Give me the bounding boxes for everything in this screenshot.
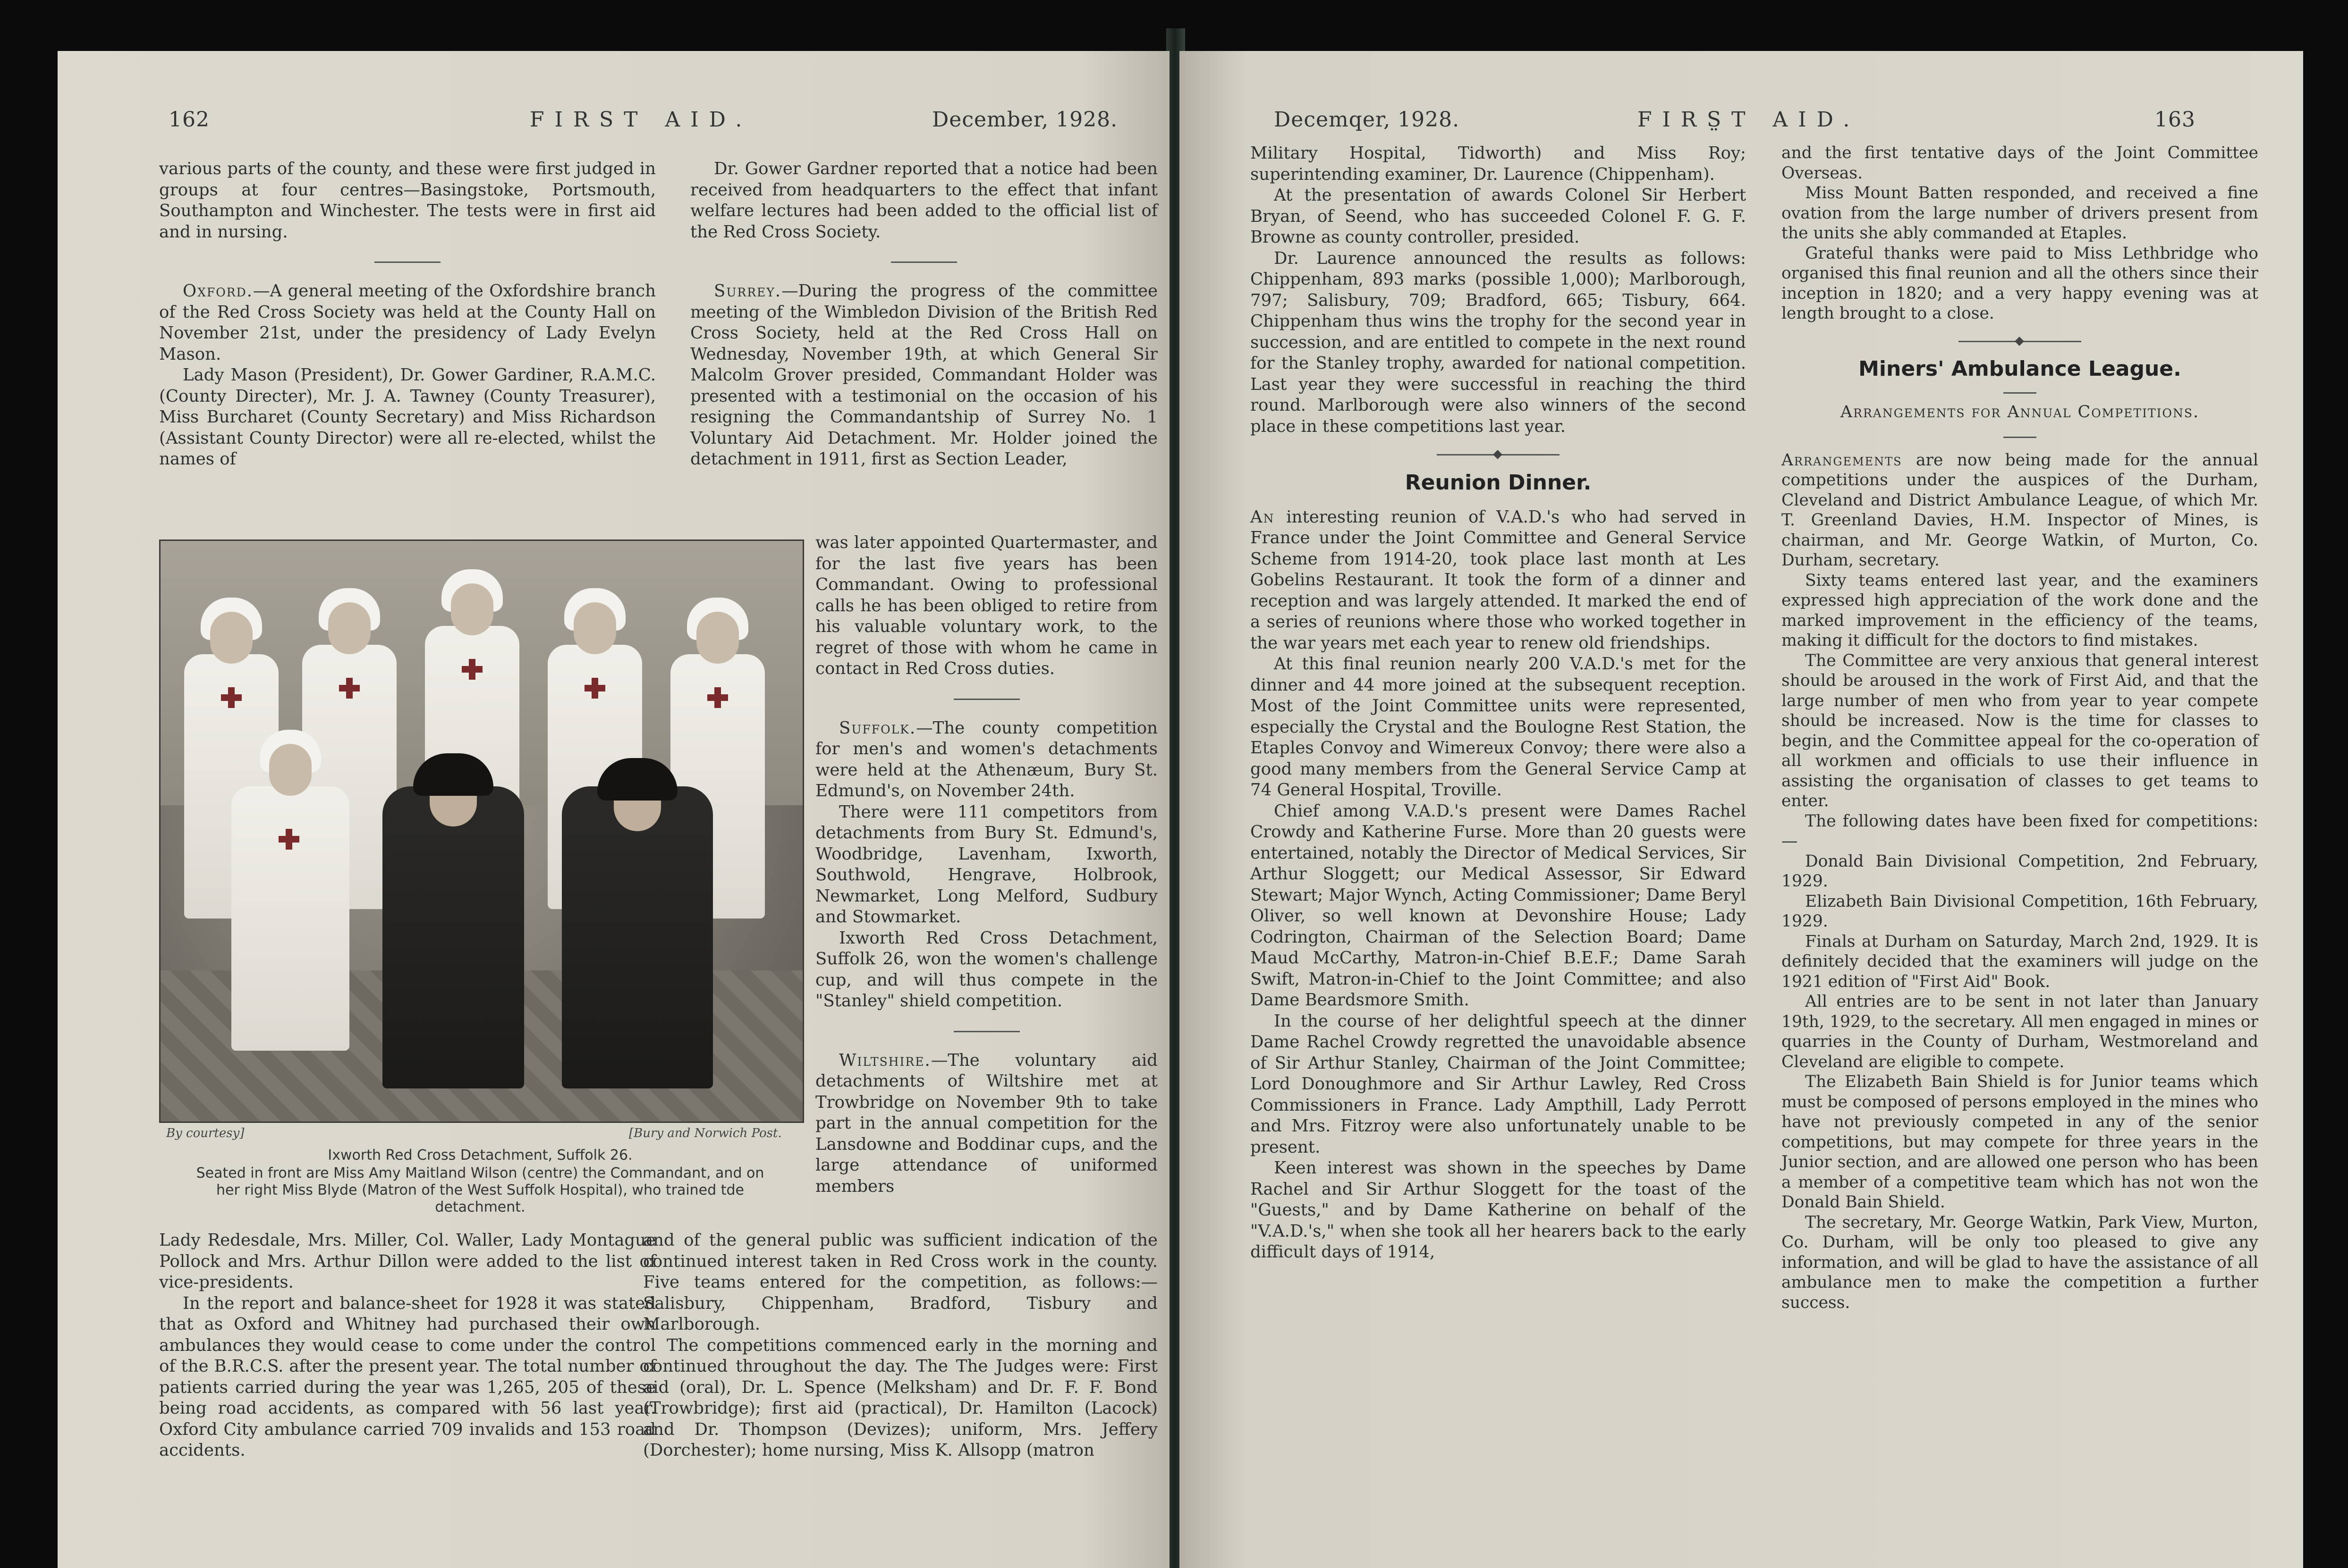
- right-column-top: [690, 159, 1158, 470]
- section-lead: Surrey.: [714, 281, 782, 301]
- ornament-divider: [1958, 341, 2081, 342]
- paragraph: Grateful thanks were paid to Miss Lethbridge who organised this final reunion and all the others since their inception in 1820; and a very happy evening was at length brought to a close.: [1781, 244, 2258, 323]
- divider: [954, 699, 1020, 700]
- paragraph: The Committee are very anxious that general interest should be aroused in the work of First Aid, and that the large number of men who from year to year compete should be increased. Now is the time for classes to begin, and the Committee appeal for the co-operation of all workmen and officials to use their influence in assisting the organisation of classes to get teams to enter.: [1781, 651, 2258, 810]
- divider: [374, 261, 441, 263]
- paragraph: and of the general public was sufficient indication of the continued interest taken in Red Cross work in the county. Five teams entered for the competition, as follows:—Salisbury, Chippenham, Bradford, Tisbury and Marlborough.: [643, 1231, 1158, 1334]
- paragraph: was later appointed Quartermaster, and for the last five years has been Commandant. Owing to professional calls he has been obliged to retire from his valuable voluntary work, to the regret of those with whom he came in contact in Red Cross duties.: [815, 533, 1158, 678]
- paragraph: Oxford.—A general meeting of the Oxfordshire branch of the Red Cross Society was held at the County Hall on November 21st, under the presidency of Lady Evelyn Mason.: [159, 281, 656, 364]
- paragraph: An interesting reunion of V.A.D.'s who had served in France under the Joint Committee and General Service Scheme from 1914-20, took place last month at Les Gobelins Restaurant. It took the form of a dinner and reception and was largely attended. It marked the end of a series of reunions where those who worked together in the war years met each year to renew old friendships.: [1250, 507, 1746, 653]
- paragraph: The secretary, Mr. George Watkin, Park View, Murton, Co. Durham, will be only too pleased to give any information, and will be glad to have the assistance of all ambulance men to make the competition a further success.: [1781, 1213, 2258, 1312]
- left-column-top: [159, 159, 656, 470]
- left-page: [58, 51, 1170, 1568]
- photo-caption-title: Ixworth Red Cross Detachment, Suffolk 26.: [328, 1147, 633, 1163]
- paragraph: Chief among V.A.D.'s present were Dames Rachel Crowdy and Katherine Furse. More than 20 guests were entertained, notably the Director of Medical Services, Sir Arthur Sloggett; our Medical Assessor, Sir Edward Stewart; Major Wynch, Acting Commissioner; Dame Beryl Oliver, so well known at Devonshire House; Lady Codrington, Chairman of the Selection Board; Dame Maud McCarthy, Matron-in-Chief B.E.F.; Dame Sarah Swift, Matron-in-Chief to the Joint Committee; and also Dame Beardsmore Smith.: [1250, 801, 1746, 1010]
- paragraph: Military Hospital, Tidworth) and Miss Roy; superintending examiner, Dr. Laurence (Chippenham).: [1250, 143, 1746, 184]
- section-lead: Oxford.: [183, 281, 253, 301]
- page-number: 163: [2154, 108, 2195, 132]
- paragraph: Surrey.—During the progress of the committee meeting of the Wimbledon Division of the British Red Cross Society, held at the Red Cross Hall on Wednesday, November 19th, at which General Sir Malcolm Grover presided, Commandant Holder was presented with a testimonial on the occasion of his resigning the Commandantship of Surrey No. 1 Voluntary Aid Detachment. Mr. Holder joined the detachment in 1911, first as Section Leader,: [690, 281, 1158, 469]
- paragraph: Sixty teams entered last year, and the examiners expressed high appreciation of the work done and the marked improvement in the efficiency of the teams, making it difficult for the doctors to find mistakes.: [1781, 571, 2258, 650]
- paragraph: Ixworth Red Cross Detachment, Suffolk 26, won the women's challenge cup, and will thus compete in the "Stanley" shield competition.: [815, 928, 1158, 1011]
- issue-date: Decemqer, 1928.: [1274, 108, 1460, 132]
- paragraph: Suffolk.—The county competition for men's and women's detachments were held at the Athenæum, Bury St. Edmund's, on November 24th.: [815, 718, 1158, 801]
- divider: [891, 261, 957, 263]
- paragraph: Lady Mason (President), Dr. Gower Gardiner, R.A.M.C. (County Directer), Mr. J. A. Tawney (County Treasurer), Miss Burcharet (County Secretary) and Miss Richardson (Assistant County Director) were all re-elected, whilst the names of: [159, 365, 656, 469]
- paragraph: There were 111 competitors from detachments from Bury St. Edmund's, Woodbridge, Lavenham, Ixworth, Southwold, Hengrave, Holbrook, Newmarket, Long Melford, Sudbury and Stowmarket.: [815, 802, 1158, 927]
- right-column-bottom: [643, 1230, 1158, 1461]
- divider: [2003, 437, 2036, 438]
- paragraph: In the report and balance-sheet for 1928 it was stated that as Oxford and Whitney had purchased their own ambulances they would cease to come under the control of the B.R.C.S. after the present year. The total number of patients carried during the year was 1,265, 205 of these being road accidents, as compared with 56 last year. Oxford City ambulance carried 709 invalids and 153 road accidents.: [159, 1293, 656, 1460]
- left-column: [1250, 143, 1746, 1263]
- seated-woman-figure: [562, 786, 713, 1088]
- paragraph: Donald Bain Divisional Competition, 2nd February, 1929.: [1781, 851, 2258, 891]
- ornament-divider: [1437, 454, 1560, 455]
- photo-credit: By courtesy]: [166, 1126, 245, 1140]
- photo-caption: Seated in front are Miss Amy Maitland Wilson (centre) the Commandant, and on her right Miss Blyde (Matron of the West Suffolk Hospital), who trained tde detachment.: [196, 1165, 764, 1215]
- paragraph: At this final reunion nearly 200 V.A.D.'s met for the dinner and 44 more joined at the subsequent reception. Most of the Joint Committee units were represented, especially the Crystal and the Boulogne Rest Station, the Etaples Convoy and Wimereux Convoy; there were also a good many members from the General Service Camp at 74 General Hospital, Troville.: [1250, 654, 1746, 800]
- section-lead: Suffolk.: [839, 718, 916, 738]
- seated-matron-figure: [231, 786, 349, 1051]
- paragraph: Wiltshire.—The voluntary aid detachments of Wiltshire met at Trowbridge on November 9th to take part in the annual competition for the Lansdowne and Boddinar cups, and the large attendance of uniformed members: [815, 1050, 1158, 1196]
- paragraph: The following dates have been fixed for competitions:—: [1781, 811, 2258, 851]
- right-column: [1781, 143, 2258, 1313]
- paragraph: Dr. Laurence announced the results as follows: Chippenham, 893 marks (possible 1,000); Marlborough, 797; Salisbury, 709; Bradford, 665; Tisbury, 664. Chippenham thus wins the trophy for the second year in succession, and are entitled to compete in the next round for the Stanley trophy, awarded for national competition. Last year they were successful in reaching the third round. Marlborough were also winners of the second place in these competitions last year.: [1250, 248, 1746, 436]
- right-page: [1179, 51, 2303, 1568]
- paragraph: The Elizabeth Bain Shield is for Junior teams which must be composed of persons employed in the mines who have not previously competed in any of the senior competitions, but may compete for three years in the Junior section, and are allowed one person who has been a member of a competitive team which has not won the Donald Bain Shield.: [1781, 1072, 2258, 1212]
- paragraph: Keen interest was shown in the speeches by Dame Rachel and Sir Arthur Sloggett for the toast of the "Guests," and by Dame Katherine on behalf of the "V.A.D.'s," when she took all her hearers back to the early difficult days of 1914,: [1250, 1158, 1746, 1262]
- paragraph: Arrangements are now being made for the annual competitions under the auspices of the Durham, Cleveland and District Ambulance League, of which Mr. T. Greenland Davies, H.M. Inspector of Mines, is chairman, and Mr. George Watkin, of Murton, Co. Durham, secretary.: [1781, 450, 2258, 570]
- paragraph: At the presentation of awards Colonel Sir Herbert Bryan, of Seend, who has succeeded Colonel F. G. F. Browne as county controller, presided.: [1250, 185, 1746, 247]
- magazine-title: FIRST AID.: [530, 108, 753, 132]
- photo-credit: [Bury and Norwich Post.: [629, 1126, 782, 1140]
- left-page-header: [58, 108, 1170, 145]
- section-heading: Miners' Ambulance League.: [1858, 356, 2181, 381]
- paragraph: Dr. Gower Gardner reported that a notice had been received from headquarters to the effect that infant welfare lectures had been added to the official list of the Red Cross Society.: [690, 159, 1158, 242]
- section-lead: Wiltshire.: [839, 1050, 931, 1070]
- paragraph: The competitions commenced early in the morning and continued throughout the day. The The Judges were: First aid (oral), Dr. L. Spence (Melksham) and Dr. F. F. Bond (Trowbridge); first aid (practical), Dr. Hamilton (Lacock) and Dr. Thompson (Devizes); uniform, Mrs. Jeffery (Dorchester); home nursing, Miss K. Allsopp (matron: [643, 1335, 1158, 1460]
- paragraph: Lady Redesdale, Mrs. Miller, Col. Waller, Lady Montague Pollock and Mrs. Arthur Dillon were added to the list of vice-presidents.: [159, 1231, 656, 1292]
- paragraph: Miss Mount Batten responded, and received a fine ovation from the large number of drivers present from the units she ably commanded at Etaples.: [1781, 184, 2258, 243]
- paragraph: Elizabeth Bain Divisional Competition, 16th February, 1929.: [1781, 892, 2258, 931]
- section-heading: Reunion Dinner.: [1405, 471, 1592, 495]
- paragraph: and the first tentative days of the Joint Committee Overseas.: [1781, 143, 2258, 183]
- magazine-title: FIRS̤T AID.: [1637, 108, 1860, 132]
- paragraph: various parts of the county, and these were first judged in groups at four centres—Basingstoke, Portsmouth, Southampton and Winchester. The tests were in first aid and in nursing.: [159, 159, 656, 242]
- left-column-bottom: [159, 1230, 656, 1461]
- narrow-column: [815, 532, 1158, 1197]
- paragraph: In the course of her delightful speech at the dinner Dame Rachel Crowdy regretted the unavoidable absence of Sir Arthur Stanley, Chairman of the Joint Committee; Lord Donoughmore and Sir Arthur Lawley, Red Cross Commissioners in France. Lady Ampthill, Lady Perrott and Mrs. Fitzroy were also unfortunately unable to be present.: [1250, 1011, 1746, 1157]
- right-page-header: [1179, 108, 2303, 145]
- divider: [954, 1031, 1020, 1032]
- paragraph: Finals at Durham on Saturday, March 2nd, 1929. It is definitely decided that the examiners will judge on the 1921 edition of "First Aid" Book.: [1781, 932, 2258, 991]
- divider: [2003, 392, 2036, 394]
- page-number: 162: [169, 108, 210, 132]
- detachment-photograph: [159, 540, 804, 1123]
- seated-commandant-figure: [382, 786, 524, 1088]
- paragraph: All entries are to be sent in not later than January 19th, 1929, to the secretary. All men engaged in mines or quarries in the County of Durham, Westmoreland and Cleveland are eligible to compete.: [1781, 992, 2258, 1071]
- issue-date: December, 1928.: [932, 108, 1118, 132]
- section-subheading: Arrangements for Annual Competitions.: [1840, 403, 2200, 422]
